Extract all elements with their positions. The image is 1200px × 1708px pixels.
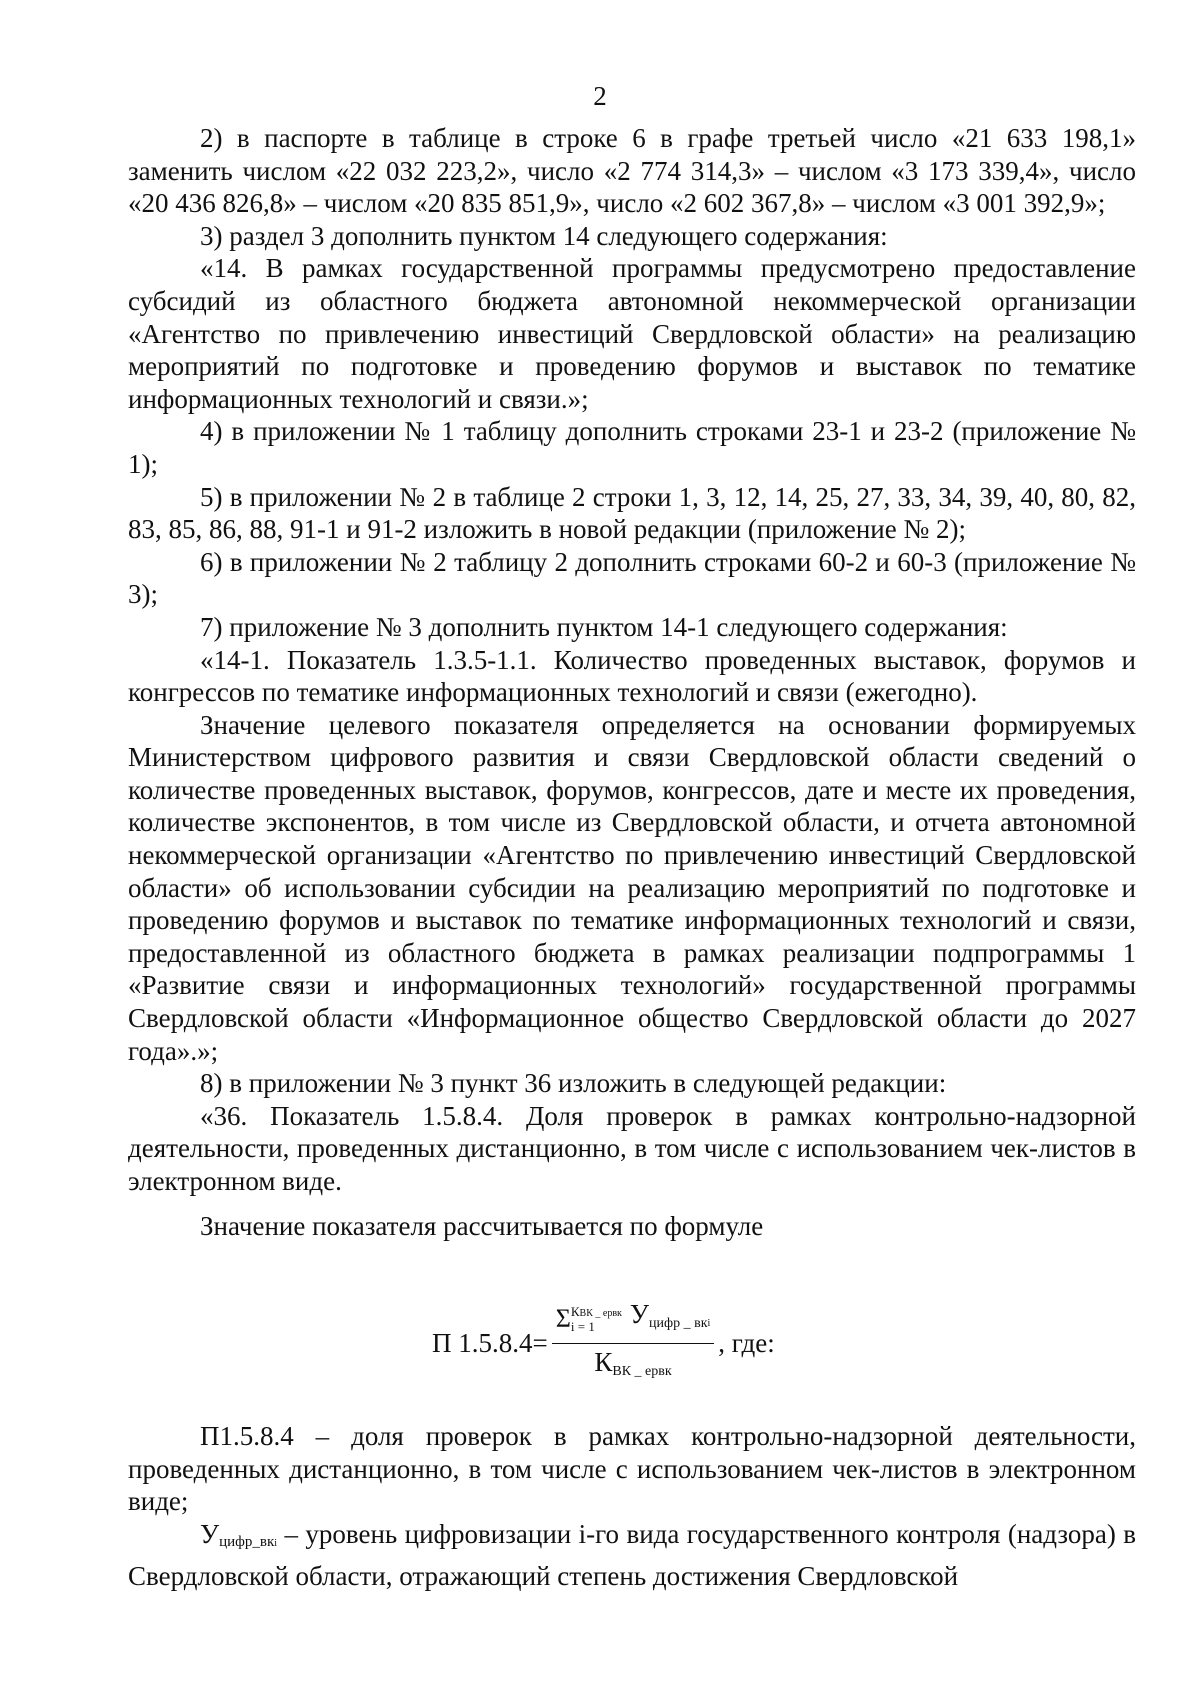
- den-sub: ВК _ ервк: [612, 1363, 672, 1379]
- definition-p1584: П1.5.8.4 – доля проверок в рамках контрольно-надзорной деятельности, проведенных дистанционно, в том числе с использованием чек-листов в электронном виде;: [128, 1421, 1136, 1517]
- sum-upper-main: К: [570, 1304, 580, 1320]
- page-number: 2: [593, 81, 607, 111]
- term-variable: [630, 1298, 710, 1341]
- sum-symbol: Σ: [555, 1303, 571, 1333]
- paragraph-item-3: 3) раздел 3 дополнить пунктом 14 следующего содержания:: [200, 220, 888, 251]
- paragraph-item-14-text: «14. В рамках государственной программы предусмотрено предоставление субсидий из областного бюджета автономной некоммерческой организации «Агентство по привлечению инвестиций Свердловской области» на реализацию мероприятий по подготовке и проведению форумов и выставок по тематике информационных технологий и связи.»;: [128, 253, 1136, 414]
- paragraph-item-7: 7) приложение № 3 дополнить пунктом 14-1 следующего содержания:: [200, 611, 1008, 642]
- definition-u-cifr: [128, 1518, 1136, 1593]
- sum-upper: [571, 1305, 622, 1320]
- sum-upper-sub: ВК _ ервк: [579, 1308, 622, 1320]
- document-body: [128, 122, 1136, 1242]
- formula-suffix: , где:: [718, 1327, 775, 1358]
- sum-limits: [571, 1305, 622, 1333]
- definition-var-sub: цифр_вк: [219, 1533, 275, 1550]
- paragraph-item-14-1: «14-1. Показатель 1.3.5-1.1. Количество проведенных выставок, форумов и конгрессов по тематике информационных технологий и связи (ежегодно).: [128, 644, 1136, 708]
- formula-numerator: [552, 1298, 715, 1344]
- formula: [432, 1298, 775, 1388]
- definition-variable: [200, 1519, 277, 1549]
- definition-var-subsub: i: [274, 1537, 278, 1549]
- paragraph-item-2: 2) в паспорте в таблице в строке 6 в графе третьей число «21 633 198,1» заменить числом «22 032 223,2», число «2 774 314,3» – числом «3 173 339,4», число «20 436 826,8» – числом «20 835 851,9», число «2 602 367,8» – числом «3 001 392,9»;: [128, 123, 1136, 219]
- paragraph-item-36: «36. Показатель 1.5.8.4. Доля проверок в рамках контрольно-надзорной деятельности, проведенных дистанционно, в том числе с использованием чек-листов в электронном виде.: [128, 1100, 1136, 1196]
- den-main: К: [594, 1346, 613, 1377]
- formula-fraction: [552, 1298, 715, 1388]
- definition-var-main: У: [200, 1518, 220, 1549]
- paragraph-item-8: 8) в приложении № 3 пункт 36 изложить в следующей редакции:: [200, 1068, 947, 1099]
- definitions: [128, 1420, 1136, 1593]
- paragraph-formula-intro: Значение показателя рассчитывается по формуле: [200, 1210, 764, 1241]
- paragraph-item-4: 4) в приложении № 1 таблицу дополнить строками 23-1 и 23-2 (приложение № 1);: [128, 416, 1136, 479]
- paragraph-item-5: 5) в приложении № 2 в таблице 2 строки 1, 3, 12, 14, 25, 27, 33, 34, 39, 40, 80, 82, 83, 85, 86, 88, 91-1 и 91-2 изложить в новой редакции (приложение № 2);: [128, 481, 1136, 545]
- formula-equals: =: [532, 1327, 548, 1358]
- term-sub: цифр _ вк: [649, 1315, 708, 1331]
- sum-lower: i = 1: [570, 1319, 595, 1335]
- term-subsub: i: [707, 1317, 711, 1329]
- formula-denominator: [594, 1344, 671, 1389]
- term-main: У: [629, 1298, 650, 1329]
- formula-lhs: П 1.5.8.4: [432, 1327, 533, 1358]
- paragraph-item-6: 6) в приложении № 2 таблицу 2 дополнить строками 60-2 и 60-3 (приложение № 3);: [128, 546, 1136, 610]
- paragraph-target-value: Значение целевого показателя определяется на основании формируемых Министерством цифрового развития и связи Свердловской области сведений о количестве проведенных выставок, форумов, конгрессов, дате и месте их проведения, количестве экспонентов, в том числе из Свердловской области, и отчета автономной некоммерческой организации «Агентство по привлечению инвестиций Свердловской области» об использовании субсидии на реализацию мероприятий по подготовке и проведению форумов и выставок по тематике информационных технологий и связи, предоставленной из областного бюджета в рамках реализации подпрограммы 1 «Развитие связи и информационных технологий» государственной программы Свердловской области «Информационное общество Свердловской области до 2027 года».»;: [128, 709, 1136, 1066]
- definition-text: – уровень цифровизации i-го вида государственного контроля (надзора) в Свердловской области, отражающий степень достижения Свердловской: [128, 1518, 1136, 1592]
